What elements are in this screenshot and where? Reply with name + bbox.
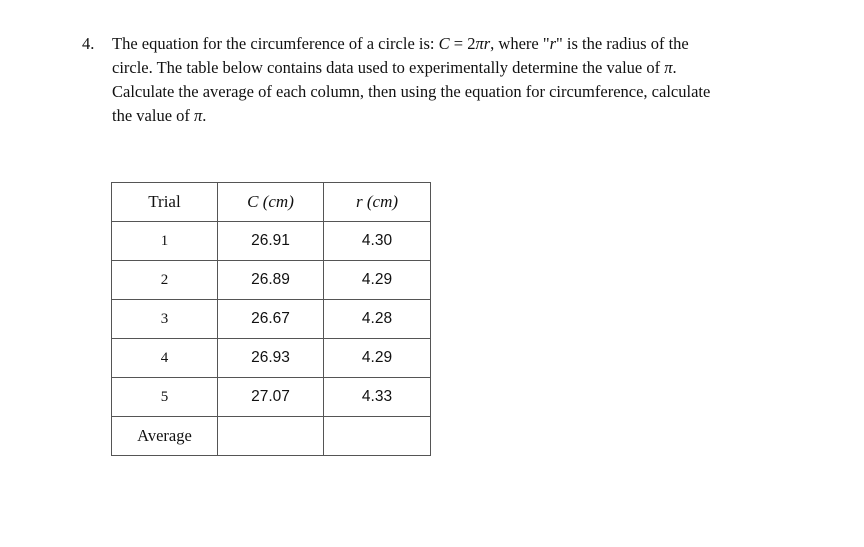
header-trial: Trial (112, 183, 218, 222)
header-r-unit: (cm) (362, 192, 399, 211)
question-line-2 (112, 56, 782, 80)
text-span: circle. The table below contains data used to experimentally determine the value of (112, 58, 665, 77)
cell-trial: 3 (112, 300, 218, 339)
table-row (112, 339, 431, 378)
question-number: 4. (82, 34, 95, 53)
question-text (112, 32, 782, 128)
question-line-3: Calculate the average of each column, then using the equation for circumference, calculate (112, 82, 711, 101)
header-circumference (218, 183, 324, 222)
data-table (111, 182, 431, 456)
variable-r: r (549, 34, 556, 53)
cell-circumference: 27.07 (218, 378, 324, 417)
cell-circumference: 26.93 (218, 339, 324, 378)
equation-equals: = 2 (449, 34, 476, 53)
cell-circumference: 26.91 (218, 222, 324, 261)
equation-pi: π (475, 34, 484, 53)
table-row (112, 222, 431, 261)
header-c-unit: (cm) (258, 192, 294, 211)
pi-symbol: π (194, 106, 203, 125)
cell-circumference: 26.89 (218, 261, 324, 300)
cell-radius: 4.33 (324, 378, 431, 417)
cell-trial: 5 (112, 378, 218, 417)
pi-symbol: π (664, 58, 673, 77)
table-row (112, 300, 431, 339)
equation-c: C (438, 34, 450, 53)
question-line-1 (112, 32, 782, 56)
cell-circumference: 26.67 (218, 300, 324, 339)
table-average-row (112, 417, 431, 456)
average-label: Average (112, 417, 218, 456)
header-c-var: C (247, 192, 259, 211)
equation-r: r (483, 34, 491, 53)
cell-trial: 2 (112, 261, 218, 300)
cell-trial: 4 (112, 339, 218, 378)
header-r-var: r (355, 192, 363, 211)
cell-trial: 1 (112, 222, 218, 261)
text-span: . (202, 106, 207, 125)
text-span: , where " (490, 34, 550, 53)
table-header-row (112, 183, 431, 222)
average-radius-cell[interactable] (324, 417, 431, 456)
question-line-4 (112, 104, 782, 128)
header-radius (324, 183, 431, 222)
cell-radius: 4.30 (324, 222, 431, 261)
cell-radius: 4.29 (324, 339, 431, 378)
text-span: . (672, 58, 677, 77)
text-span: the value of (112, 106, 195, 125)
cell-radius: 4.29 (324, 261, 431, 300)
average-circumference-cell[interactable] (218, 417, 324, 456)
text-span: The equation for the circumference of a circle is: (112, 34, 439, 53)
cell-radius: 4.28 (324, 300, 431, 339)
text-span: " is the radius of the (556, 34, 689, 53)
table-row (112, 378, 431, 417)
table-row (112, 261, 431, 300)
